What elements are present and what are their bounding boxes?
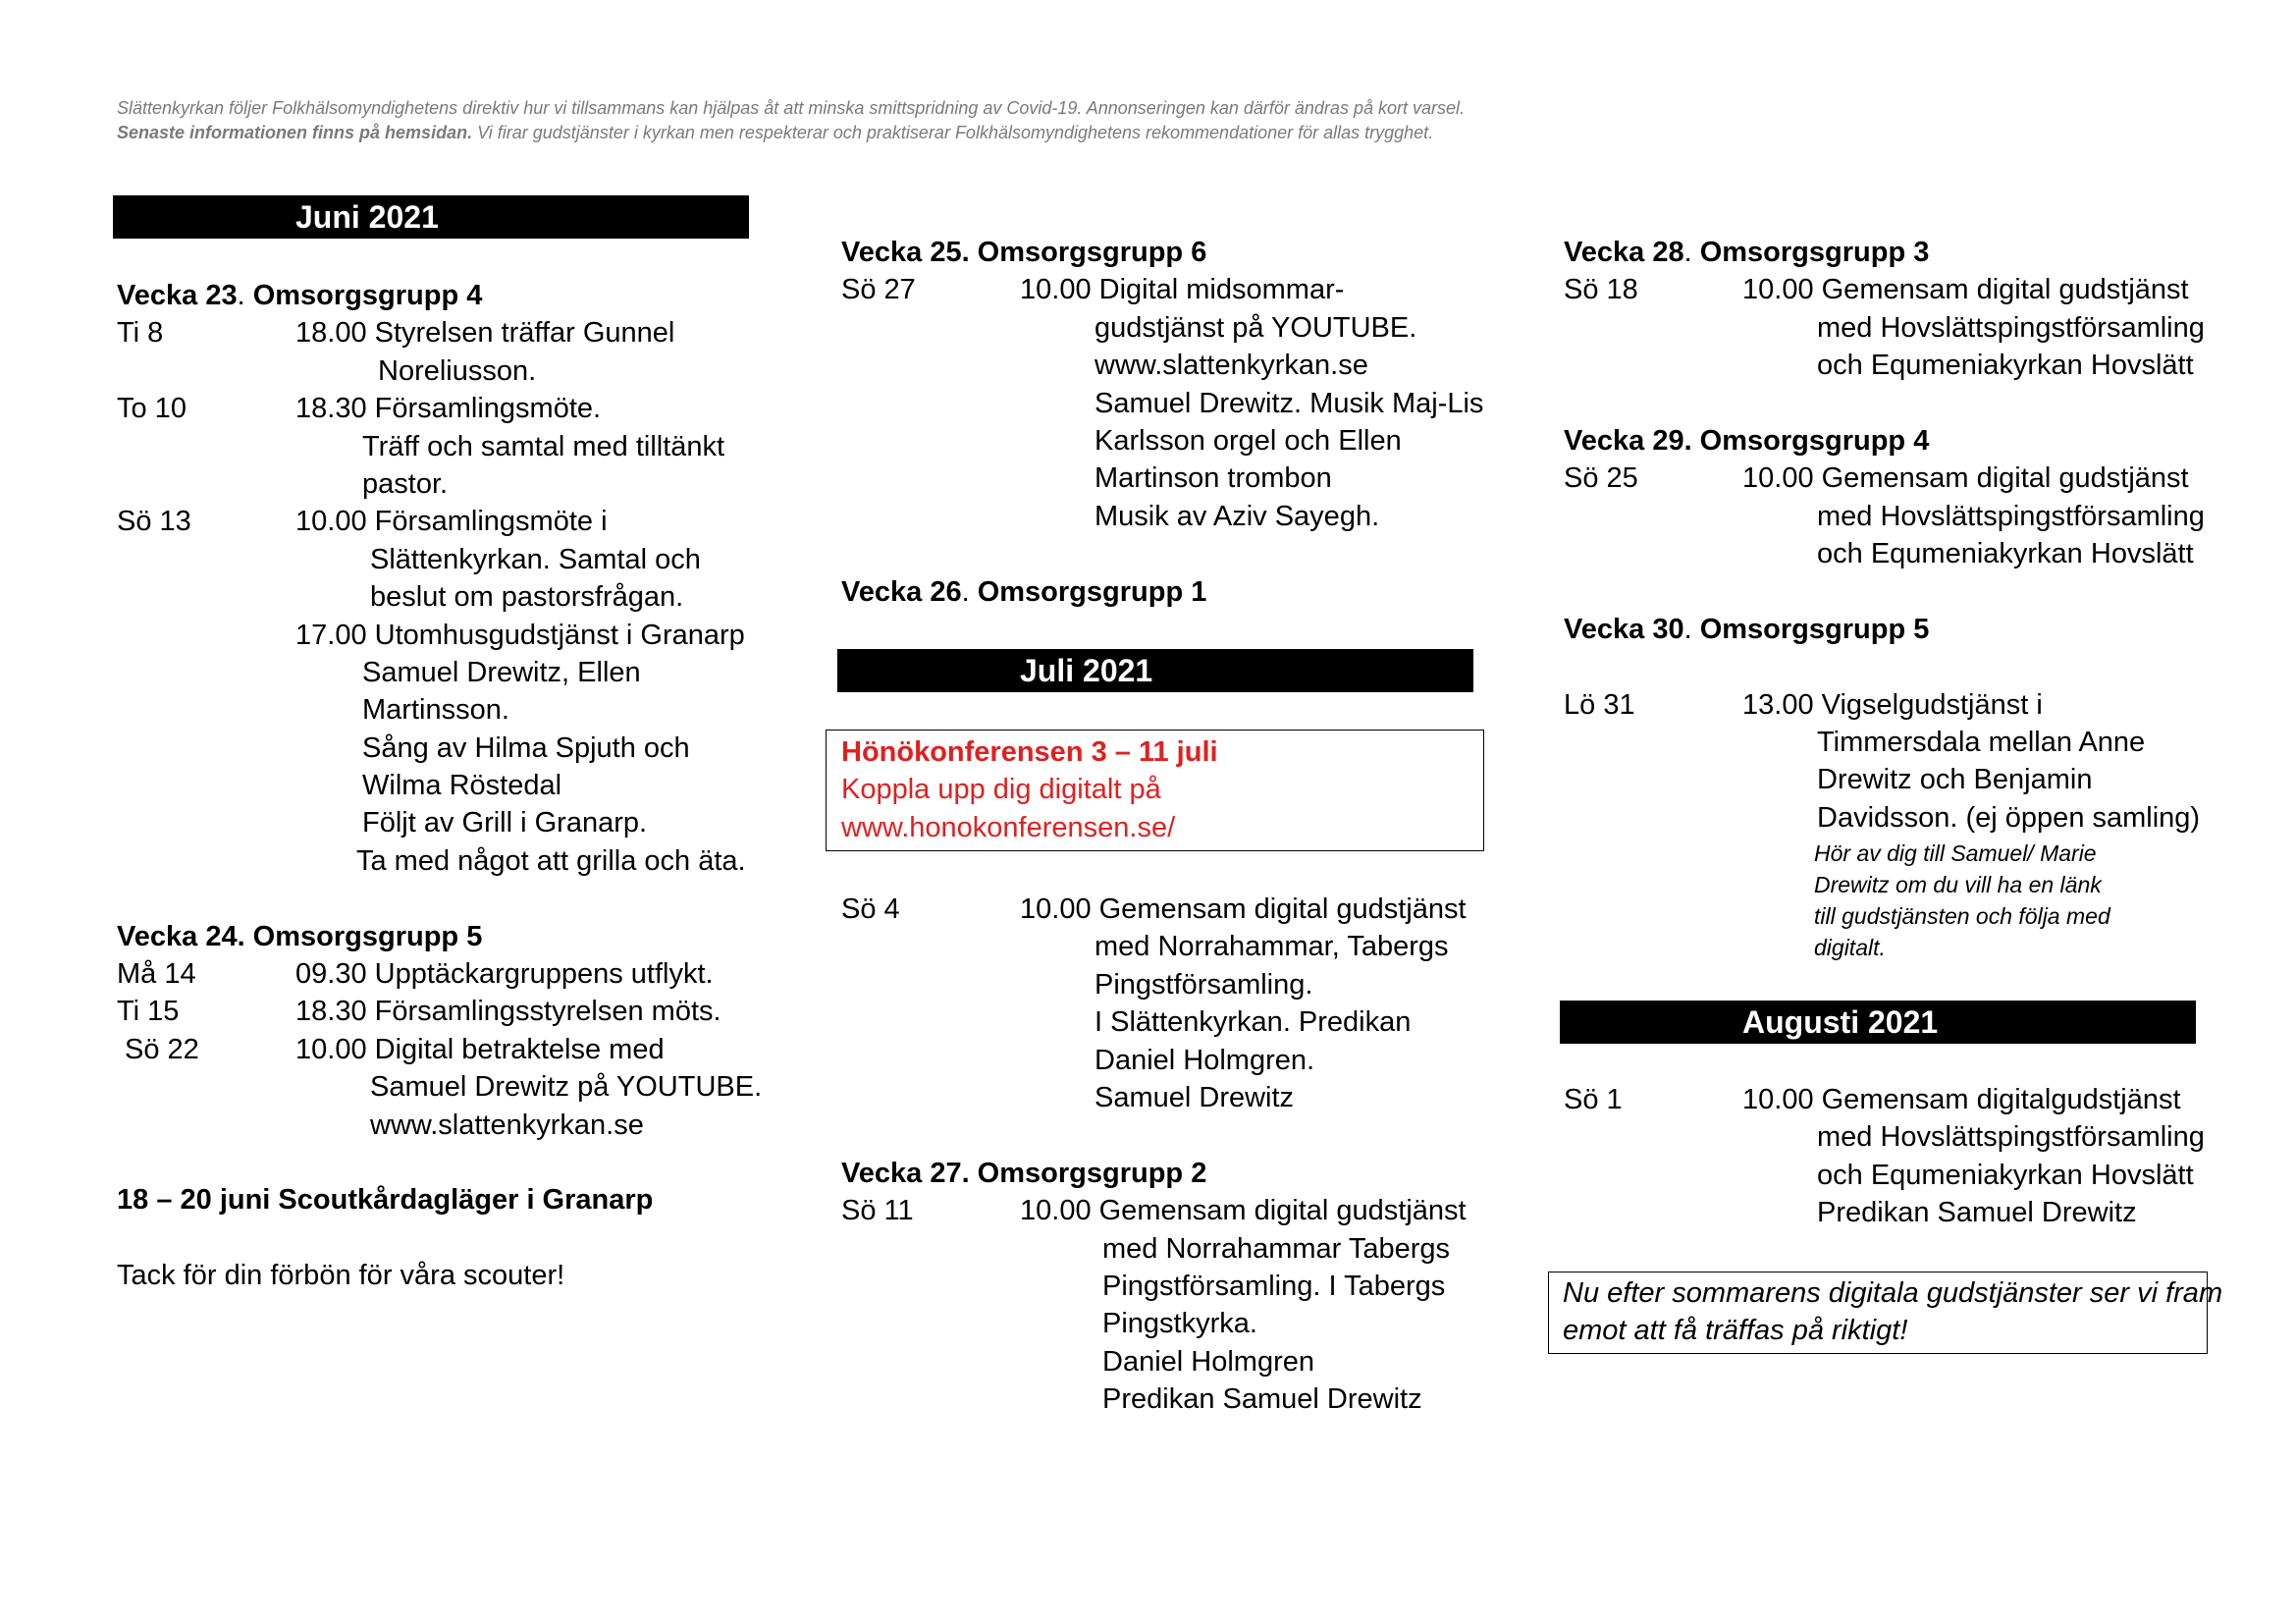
month-title: Augusti 2021 — [1742, 1004, 1939, 1040]
event-row — [117, 428, 745, 465]
event-text: 10.00 Gemensam digital gudstjänst — [1020, 893, 1467, 925]
event-row — [117, 767, 745, 804]
event-row — [841, 422, 1469, 460]
event-text: och Equmeniakyrkan Hovslätt — [1817, 350, 2194, 382]
event-day: Ti 15 — [117, 996, 180, 1028]
event-text: www.slattenkyrkan.se — [370, 1109, 644, 1141]
event-row — [841, 1343, 1469, 1380]
event-text: Karlsson orgel och Ellen — [1095, 424, 1402, 457]
event-text: med Norrahammar Tabergs — [1102, 1232, 1451, 1265]
event-row — [117, 578, 745, 616]
event-text: med Hovslättspingstförsamling — [1817, 311, 2205, 344]
week-heading: Vecka 28. Omsorgsgrupp 3 — [1564, 237, 1930, 268]
hono-text: Koppla upp dig digitalt på — [841, 774, 1161, 806]
event-row — [1564, 1194, 2192, 1231]
event-text: med Hovslättspingstförsamling — [1817, 1121, 2205, 1154]
event-text: beslut om pastorsfrågan. — [370, 581, 684, 614]
event-text: Davidsson. (ej öppen samling) — [1817, 801, 2201, 834]
scout-camp-heading: 18 – 20 juni Scoutkårdagläger i Granarp — [117, 1184, 654, 1217]
closing-line-2: emot att få träffas på riktigt! — [1563, 1315, 1908, 1347]
event-text: Träff och samtal med tilltänkt — [362, 430, 725, 462]
event-row — [117, 541, 745, 578]
event-text: 10.00 Digital midsommar- — [1020, 274, 1345, 306]
event-text: www.slattenkyrkan.se — [1095, 350, 1368, 382]
event-text: Martinsson. — [362, 694, 509, 727]
event-row — [841, 1079, 1469, 1116]
event-text: pastor. — [362, 467, 449, 500]
event-row — [1564, 1157, 2192, 1194]
event-text: Daniel Holmgren. — [1095, 1044, 1315, 1076]
hono-conference-box — [826, 730, 1484, 851]
event-row — [1564, 761, 2192, 798]
event-row — [1564, 686, 2192, 724]
event-row — [1564, 535, 2192, 572]
event-text: 18.30 Församlingsmöte. — [295, 393, 602, 425]
event-day: Sö 18 — [1564, 274, 1638, 306]
event-text: Predikan Samuel Drewitz — [1102, 1383, 1422, 1416]
event-day: Sö 27 — [841, 274, 916, 306]
event-text: 13.00 Vigselgudstjänst i — [1742, 688, 2043, 721]
notice-line-2-bold: Senaste informationen finns på hemsidan. — [117, 123, 473, 142]
event-text: 10.00 Gemensam digital gudstjänst — [1020, 1195, 1467, 1227]
event-text: Pingstförsamling. I Tabergs — [1102, 1270, 1446, 1302]
event-row — [117, 842, 745, 880]
event-day: To 10 — [117, 393, 187, 425]
event-text: Samuel Drewitz på YOUTUBE. — [370, 1071, 763, 1104]
event-row — [1564, 1118, 2205, 1156]
event-text: med Norrahammar, Tabergs — [1095, 931, 1449, 963]
notice-line-2-rest: Vi firar gudstjänster i kyrkan men respekterar och praktiserar Folkhälsomyndighetens rekommendationer för allas trygghet. — [472, 123, 1434, 142]
event-row — [1564, 460, 2192, 497]
event-text: Följt av Grill i Granarp. — [362, 807, 648, 839]
event-row — [117, 503, 745, 540]
event-text: Pingstförsamling. — [1095, 968, 1313, 1001]
event-row — [1564, 498, 2205, 535]
event-text: Wilma Röstedal — [362, 770, 562, 802]
event-text: 18.00 Styrelsen träffar Gunnel — [295, 317, 675, 350]
closing-line-1: Nu efter sommarens digitala gudstjänster ser vi fram — [1563, 1277, 2223, 1309]
event-text: Predikan Samuel Drewitz — [1817, 1197, 2137, 1229]
event-row — [841, 309, 1469, 347]
event-text: med Hovslättspingstförsamling — [1817, 500, 2205, 532]
event-row — [841, 271, 1469, 308]
notice — [117, 96, 1589, 145]
event-row — [117, 1068, 763, 1106]
event-row — [1564, 1081, 2192, 1118]
month-header-juni — [113, 195, 749, 239]
event-row — [117, 617, 745, 654]
event-row — [117, 955, 745, 993]
column-2-top — [841, 234, 1484, 611]
event-row — [1564, 309, 2205, 347]
week-heading: Vecka 26. Omsorgsgrupp 1 — [841, 575, 1207, 608]
event-text: 10.00 Församlingsmöte i — [295, 506, 608, 538]
week-heading: Vecka 27. Omsorgsgrupp 2 — [841, 1157, 1207, 1189]
event-text: 17.00 Utomhusgudstjänst i Granarp — [295, 619, 745, 651]
month-title: Juli 2021 — [1020, 653, 1153, 688]
event-day: Sö 1 — [1564, 1084, 1623, 1115]
week-heading: Vecka 23. Omsorgsgrupp 4 — [117, 280, 483, 311]
event-text: 10.00 Digital betraktelse med — [295, 1033, 665, 1065]
event-text: I Slättenkyrkan. Predikan — [1095, 1006, 1412, 1039]
event-text: 18.30 Församlingsstyrelsen möts. — [295, 996, 721, 1028]
event-text: Timmersdala mellan Anne — [1817, 727, 2146, 759]
event-row — [117, 1031, 745, 1068]
event-text: Samuel Drewitz. Musik Maj-Lis — [1095, 387, 1484, 419]
wedding-note: Hör av dig till Samuel/ Marie Drewitz om du vill ha en länk till gudstjänsten och följa med digitalt. — [1814, 840, 2110, 961]
event-text: Daniel Holmgren — [1102, 1345, 1314, 1378]
event-row — [841, 891, 1469, 928]
event-text: Samuel Drewitz — [1095, 1081, 1295, 1113]
event-row — [841, 347, 1469, 384]
event-row — [117, 804, 745, 841]
event-row — [117, 654, 745, 691]
event-text: Martinson trombon — [1095, 462, 1332, 495]
month-title: Juni 2021 — [295, 199, 439, 235]
scout-thanks: Tack för din förbön för våra scouter! — [117, 1260, 565, 1292]
event-row — [841, 498, 1469, 535]
event-text: Noreliusson. — [378, 354, 537, 387]
event-row — [841, 1305, 1469, 1342]
event-text: 09.30 Upptäckargruppens utflykt. — [295, 958, 714, 991]
event-row — [841, 460, 1469, 497]
event-row — [117, 352, 745, 390]
closing-note-box — [1548, 1272, 2223, 1354]
event-text: 10.00 Gemensam digital gudstjänst — [1742, 274, 2189, 306]
event-text: Ta med något att grilla och äta. — [356, 844, 746, 877]
event-day: Må 14 — [117, 958, 196, 991]
month-header-juli — [837, 649, 1473, 692]
event-day: Ti 8 — [117, 317, 164, 350]
column-juli — [841, 891, 1469, 1418]
event-day: Sö 4 — [841, 893, 900, 925]
event-row — [117, 390, 745, 427]
event-row — [117, 1107, 745, 1144]
event-row — [117, 993, 745, 1030]
event-row — [1564, 347, 2192, 384]
event-row — [117, 314, 745, 352]
event-row — [841, 385, 1484, 422]
event-day: Sö 13 — [117, 506, 191, 538]
event-row — [841, 1268, 1469, 1305]
month-header-augusti — [1560, 1001, 2196, 1044]
column-juni — [117, 277, 763, 1295]
notice-line-1: Slättenkyrkan följer Folkhälsomyndighetens direktiv hur vi tillsammans kan hjälpas åt att minska smittspridning av Covid-19. Annonseringen kan därför ändras på kort varsel. — [117, 98, 1465, 118]
event-row — [1564, 799, 2201, 837]
event-row — [117, 691, 745, 729]
event-row — [841, 1380, 1469, 1418]
event-text: Sång av Hilma Spjuth och — [362, 731, 690, 764]
event-text: Drewitz och Benjamin — [1817, 764, 2093, 796]
event-text: Musik av Aziv Sayegh. — [1095, 500, 1380, 532]
event-row — [1564, 724, 2192, 761]
event-row — [841, 1192, 1469, 1229]
event-text: och Equmeniakyrkan Hovslätt — [1817, 538, 2194, 570]
event-text: 10.00 Gemensam digital gudstjänst — [1742, 462, 2189, 495]
event-day: Sö 25 — [1564, 462, 1638, 495]
event-text: Samuel Drewitz, Ellen — [362, 656, 641, 688]
event-day: Sö 11 — [841, 1195, 914, 1227]
event-text: gudstjänst på YOUTUBE. — [1095, 311, 1417, 344]
column-3-top — [1564, 234, 2205, 963]
event-row — [841, 1003, 1469, 1041]
week-heading: Vecka 30. Omsorgsgrupp 5 — [1564, 613, 1930, 645]
event-row — [841, 1230, 1469, 1268]
week-heading: Vecka 29. Omsorgsgrupp 4 — [1564, 424, 1930, 457]
hono-link[interactable]: www.honokonferensen.se/ — [841, 811, 1176, 843]
event-row — [841, 966, 1469, 1003]
event-text: och Equmeniakyrkan Hovslätt — [1817, 1159, 2194, 1191]
event-row — [841, 928, 1469, 965]
event-row — [1564, 271, 2192, 308]
event-row — [117, 465, 745, 503]
event-row — [117, 730, 745, 767]
event-text: 10.00 Gemensam digitalgudstjänst — [1742, 1084, 2181, 1115]
event-day: Sö 22 — [125, 1033, 199, 1065]
event-row — [841, 1042, 1469, 1079]
event-day: Lö 31 — [1564, 688, 1635, 721]
notice-line-2 — [117, 121, 1589, 145]
week-heading: Vecka 25. Omsorgsgrupp 6 — [841, 237, 1207, 268]
hono-title: Hönökonferensen 3 – 11 juli — [841, 736, 1218, 768]
event-text: Slättenkyrkan. Samtal och — [370, 543, 701, 575]
event-text: Pingstkyrka. — [1102, 1308, 1257, 1340]
column-augusti — [1564, 1081, 2205, 1232]
week-heading: Vecka 24. Omsorgsgrupp 5 — [117, 920, 483, 952]
